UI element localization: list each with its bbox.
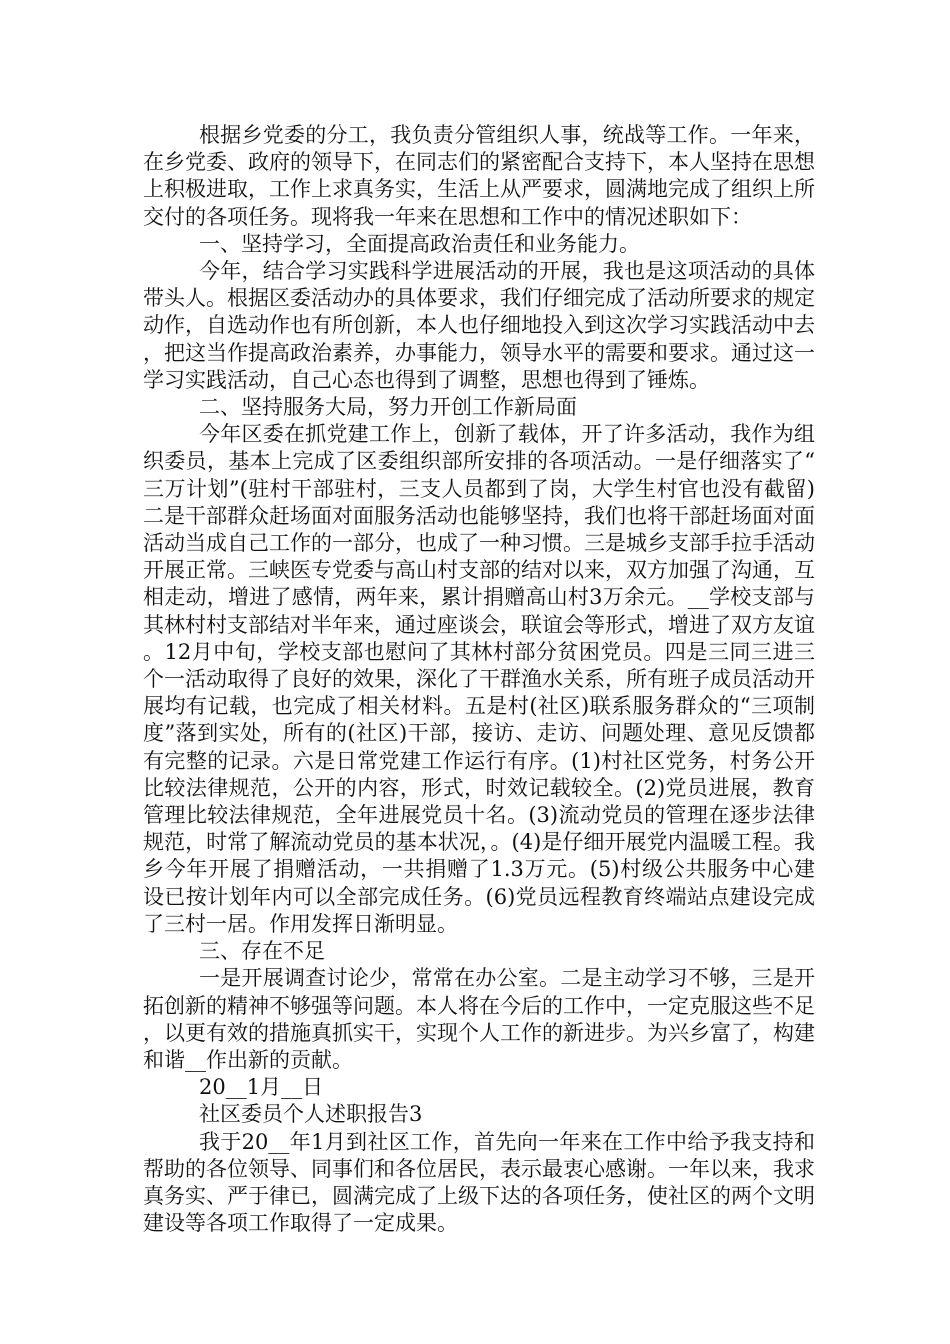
section-heading-2: 二、坚持服务大局，努力开创工作新局面	[199, 395, 577, 420]
section-heading-1: 一、坚持学习，全面提高政治责任和业务能力。	[199, 231, 640, 256]
paragraph-service: 今年区委在抓党建工作上，创新了载体，开了许多活动，我作为组织委员，基本上完成了区委组织部所安排的各项活动。一是仔细落实了“三万计划”(驻村干部驻村，三支人员都到了岗，大学生村官也没有截留)二是干部群众赶场面对面服务活动也能够坚持，我们也将干部赶场面对面活动当成自己工作的一部分，也成了一种习惯。三是城乡支部手拉手活动开展正常。三峡医专党委与高山村支部的结对以来，双方加强了沟通，互相走动，增进了感情，两年来，累计捐赠高山村3万余元。__学校支部与其林村村支部结对半年来，通过座谈会，联谊会等形式，增进了双方友谊。12月中旬，学校支部也慰问了其林村部分贫困党员。四是三同三进三个一活动取得了良好的效果，深化了干群渔水关系，所有班子成员活动开展均有记载，也完成了相关材料。五是村(社区)联系服务群众的“三项制度”落到实处，所有的(社区)干部，接访、走访、问题处理、意见反馈都有完整的记录。六是日常党建工作运行有序。(1)村社区党务，村务公开比较法律规范，公开的内容，形式，时效记载较全。(2)党员进展，教育管理比较法律规范，全年进展党员十名。(3)流动党员的管理在逐步法律规范，时常了解流动党员的基本状况，。(4)是仔细开展党内温暖工程。我乡今年开展了捐赠活动，一共捐赠了1.3万元。(5)村级公共服务中心建设已按计划年内可以全部完成任务。(6)党员远程教育终端站点建设完成了三村一居。作用发挥日渐明显。	[143, 422, 815, 936]
paragraph-shortcomings: 一是开展调查讨论少，常常在办公室。二是主动学习不够，三是开拓创新的精神不够强等问题。本人将在今后的工作中，一定克服这些不足，以更有效的措施真抓实干，实现个人工作的新进步。为兴乡富了，构建和谐__作出新的贡献。	[143, 966, 815, 1072]
document-body	[143, 122, 815, 1237]
report-title: 社区委员个人述职报告3	[199, 1102, 423, 1127]
paragraph-study: 今年，结合学习实践科学进展活动的开展，我也是这项活动的具体带头人。根据区委活动办的具体要求，我们仔细完成了活动所要求的规定动作，自选动作也有所创新，本人也仔细地投入到这次学习实践活动中去，把这当作提高政治素养，办事能力，领导水平的需要和要求。通过这一学习实践活动，自己心态也得到了调整，思想也得到了锤炼。	[143, 259, 815, 392]
date-line: 20__1月__日	[199, 1075, 324, 1100]
section-heading-3: 三、存在不足	[199, 939, 325, 964]
paragraph-report-3: 我于20__年1月到社区工作，首先向一年来在工作中给予我支持和帮助的各位领导、同事们和各位居民，表示最衷心感谢。一年以来，我求真务实、严于律已，圆满完成了上级下达的各项任务，使社区的两个文明建设等各项工作取得了一定成果。	[143, 1129, 815, 1236]
paragraph-intro: 根据乡党委的分工，我负责分管组织人事，统战等工作。一年来，在乡党委、政府的领导下，在同志们的紧密配合支持下，本人坚持在思想上积极进取，工作上求真务实，生活上从严要求，圆满地完成了组织上所交付的各项任务。现将我一年来在思想和工作中的情况述职如下：	[143, 123, 815, 229]
